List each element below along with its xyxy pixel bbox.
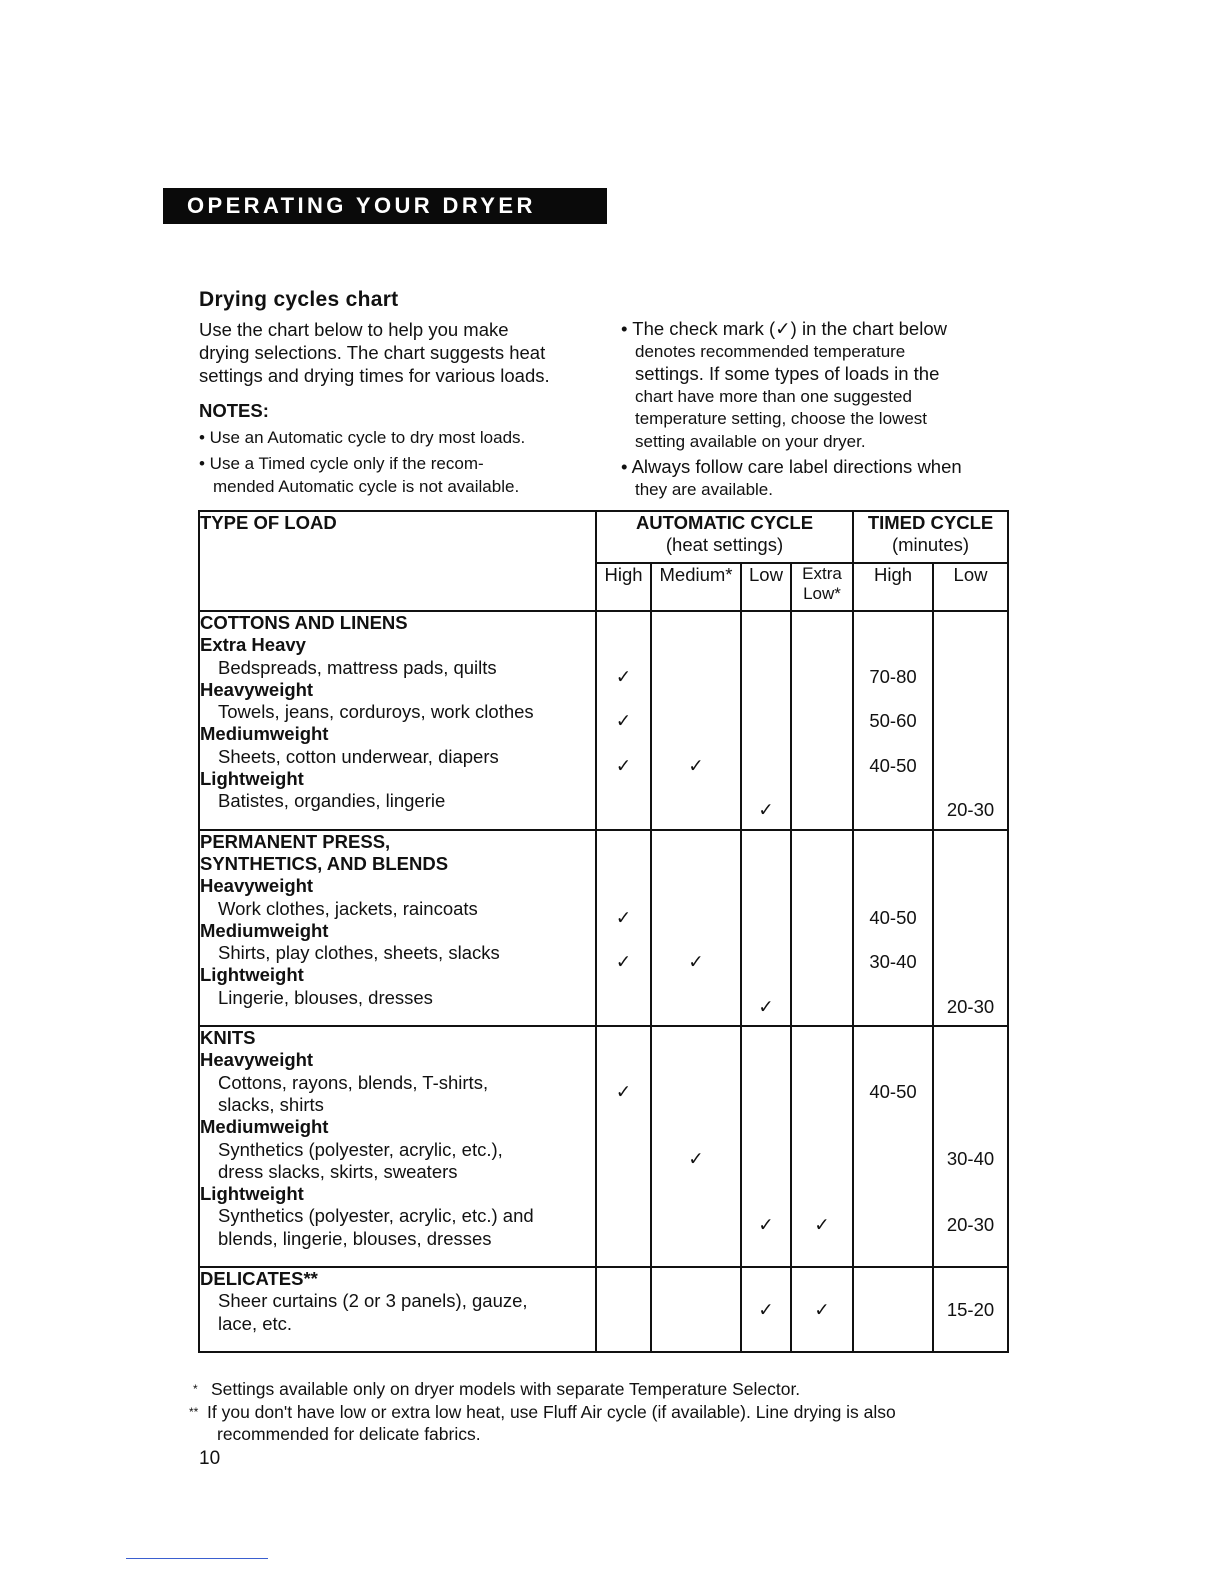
column-group-automatic-cycle (596, 511, 853, 563)
empty-line (792, 862, 852, 884)
empty-line (652, 732, 740, 754)
footnote-text: Settings available only on dryer models with separate Temperature Selector. (211, 1379, 801, 1399)
empty-line (652, 884, 740, 906)
empty-line (934, 777, 1007, 799)
empty-line (742, 755, 790, 777)
load-description: dress slacks, skirts, sweaters (218, 1160, 458, 1182)
timed-high-cell (853, 1026, 933, 1267)
note-text: • The check mark (✓) in the chart below (621, 318, 947, 339)
minutes-value: 30-40 (946, 1147, 995, 1169)
empty-line (854, 929, 932, 951)
divider (126, 1558, 268, 1559)
footnote (189, 1401, 1029, 1445)
section-banner: OPERATING YOUR DRYER (163, 188, 607, 224)
empty-line (597, 1299, 650, 1321)
timed-high-cell (853, 1267, 933, 1352)
timed-low-cell (933, 1026, 1008, 1267)
load-description: blends, lingerie, blouses, dresses (218, 1227, 492, 1249)
empty-line (854, 1237, 932, 1259)
empty-line (742, 1058, 790, 1080)
empty-line (792, 1036, 852, 1058)
empty-line (652, 1237, 740, 1259)
empty-line (934, 710, 1007, 732)
empty-line (652, 1214, 740, 1236)
empty-line (597, 643, 650, 665)
empty-line (854, 1125, 932, 1147)
empty-line (934, 1058, 1007, 1080)
empty-line (742, 929, 790, 951)
page-title: Drying cycles chart (199, 288, 399, 311)
table-row (199, 830, 1008, 1026)
auto-high-cell (596, 830, 651, 1026)
empty-line (652, 1058, 740, 1080)
empty-line (854, 1299, 932, 1321)
column-group-timed-cycle (853, 511, 1008, 563)
empty-line (652, 1170, 740, 1192)
load-weight: Mediumweight (200, 723, 329, 745)
empty-line (652, 840, 740, 862)
empty-line (597, 1036, 650, 1058)
empty-line (597, 884, 650, 906)
timed-low-cell (933, 1267, 1008, 1352)
footnote (193, 1378, 1019, 1400)
empty-line (934, 1237, 1007, 1259)
empty-line (792, 777, 852, 799)
note-text: mended Automatic cycle is not available. (213, 477, 520, 496)
empty-line (854, 973, 932, 995)
empty-line (792, 1148, 852, 1170)
auto-high-cell (596, 1026, 651, 1267)
empty-line (934, 1192, 1007, 1214)
check-mark: ✓ (758, 1299, 774, 1321)
empty-line (934, 951, 1007, 973)
empty-line (652, 973, 740, 995)
empty-line (652, 1322, 740, 1344)
empty-line (934, 884, 1007, 906)
minutes-value: 20-30 (946, 1214, 995, 1236)
empty-line (792, 1277, 852, 1299)
empty-line (652, 621, 740, 643)
load-type-cell (199, 1267, 596, 1352)
empty-line (742, 1322, 790, 1344)
minutes-value: 15-20 (946, 1299, 995, 1321)
empty-line (854, 643, 932, 665)
note-text: setting available on your dryer. (635, 431, 866, 451)
check-mark: ✓ (688, 951, 704, 973)
column-header-timed-high: High (853, 563, 933, 611)
check-mark: ✓ (814, 1299, 830, 1321)
empty-line (792, 1058, 852, 1080)
empty-line (934, 1277, 1007, 1299)
table-row (199, 1026, 1008, 1267)
note-text: they are available. (635, 479, 773, 499)
empty-line (652, 996, 740, 1018)
empty-line (742, 666, 790, 688)
empty-line (652, 1277, 740, 1299)
empty-line (792, 643, 852, 665)
load-category: PERMANENT PRESS, (200, 830, 391, 852)
empty-line (742, 907, 790, 929)
check-mark: ✓ (814, 1214, 830, 1236)
minutes-value: 40-50 (869, 754, 917, 776)
load-description: lace, etc. (218, 1312, 293, 1334)
load-category: SYNTHETICS, AND BLENDS (200, 852, 449, 874)
load-weight: Extra Heavy (200, 634, 306, 656)
table-row (199, 1267, 1008, 1352)
empty-line (652, 688, 740, 710)
empty-line (792, 732, 852, 754)
empty-line (934, 732, 1007, 754)
empty-line (854, 1214, 932, 1236)
load-weight: Mediumweight (200, 919, 329, 941)
empty-line (597, 1148, 650, 1170)
empty-line (934, 1125, 1007, 1147)
empty-line (652, 799, 740, 821)
empty-line (597, 840, 650, 862)
load-description: Sheets, cotton underwear, diapers (218, 745, 499, 767)
load-category: KNITS (200, 1027, 256, 1049)
empty-line (652, 1125, 740, 1147)
check-mark: ✓ (758, 1214, 774, 1236)
load-description: Shirts, play clothes, sheets, slacks (218, 942, 500, 964)
empty-line (934, 1170, 1007, 1192)
auto-medium-cell (651, 1026, 741, 1267)
empty-line (742, 1036, 790, 1058)
empty-line (742, 1103, 790, 1125)
header-line: Low* (803, 584, 841, 603)
empty-line (652, 1299, 740, 1321)
check-mark: ✓ (615, 1080, 632, 1102)
load-description: Synthetics (polyester, acrylic, etc.) and (218, 1205, 534, 1227)
group-title: TIMED CYCLE (867, 512, 994, 533)
empty-line (854, 1277, 932, 1299)
empty-line (742, 951, 790, 973)
auto-low-cell (741, 1026, 791, 1267)
empty-line (792, 1322, 852, 1344)
empty-line (792, 840, 852, 862)
header-line: Extra (802, 564, 842, 583)
empty-line (742, 1192, 790, 1214)
empty-line (792, 1170, 852, 1192)
empty-line (652, 710, 740, 732)
column-header-timed-low: Low (933, 563, 1008, 611)
empty-line (854, 732, 932, 754)
empty-line (742, 840, 790, 862)
empty-line (934, 973, 1007, 995)
empty-line (742, 1081, 790, 1103)
note-text: • Use a Timed cycle only if the recom- (199, 454, 484, 473)
empty-line (792, 951, 852, 973)
load-weight: Heavyweight (200, 875, 314, 897)
empty-line (742, 710, 790, 732)
empty-line (792, 799, 852, 821)
auto-low-cell (741, 1267, 791, 1352)
group-title: AUTOMATIC CYCLE (635, 512, 814, 533)
empty-line (597, 929, 650, 951)
timed-low-cell (933, 611, 1008, 830)
load-type-cell (199, 1026, 596, 1267)
check-mark: ✓ (758, 995, 774, 1017)
empty-line (792, 688, 852, 710)
timed-high-cell (853, 830, 933, 1026)
empty-line (742, 621, 790, 643)
minutes-value: 20-30 (946, 799, 995, 821)
empty-line (854, 1148, 932, 1170)
note-text: • Use an Automatic cycle to dry most loads. (199, 428, 526, 447)
empty-line (742, 1170, 790, 1192)
check-mark: ✓ (615, 906, 632, 928)
empty-line (742, 862, 790, 884)
empty-line (742, 777, 790, 799)
check-mark: ✓ (615, 710, 632, 732)
empty-line (854, 1192, 932, 1214)
empty-line (792, 666, 852, 688)
auto-extra-low-cell (791, 1267, 853, 1352)
check-mark: ✓ (615, 754, 632, 776)
intro-line: Use the chart below to help you make (199, 319, 509, 340)
load-category: COTTONS AND LINENS (200, 612, 408, 633)
timed-low-cell (933, 830, 1008, 1026)
empty-line (934, 755, 1007, 777)
load-description: Towels, jeans, corduroys, work clothes (218, 701, 534, 723)
load-description: Cottons, rayons, blends, T-shirts, (218, 1071, 489, 1093)
check-mark: ✓ (688, 754, 704, 776)
empty-line (934, 1036, 1007, 1058)
empty-line (854, 799, 932, 821)
footnote-mark: * (193, 1382, 198, 1396)
note-item (199, 426, 599, 449)
empty-line (854, 777, 932, 799)
load-description: Lingerie, blouses, dresses (218, 986, 433, 1008)
load-description: slacks, shirts (218, 1093, 324, 1115)
empty-line (854, 840, 932, 862)
empty-line (934, 1322, 1007, 1344)
auto-low-cell (741, 830, 791, 1026)
load-weight: Mediumweight (200, 1116, 329, 1138)
column-header-extra-low (791, 563, 853, 611)
note-text: chart have more than one suggested (635, 386, 912, 406)
note-item (621, 456, 1001, 501)
timed-high-cell (853, 611, 933, 830)
empty-line (934, 862, 1007, 884)
auto-extra-low-cell (791, 1026, 853, 1267)
check-mark: ✓ (615, 951, 632, 973)
empty-line (652, 907, 740, 929)
empty-line (597, 1214, 650, 1236)
empty-line (652, 1081, 740, 1103)
empty-line (652, 666, 740, 688)
left-column (199, 318, 599, 498)
empty-line (597, 1322, 650, 1344)
auto-extra-low-cell (791, 830, 853, 1026)
empty-line (934, 1103, 1007, 1125)
load-description: Batistes, organdies, lingerie (218, 790, 446, 812)
empty-line (742, 1148, 790, 1170)
page-number: 10 (199, 1448, 221, 1469)
auto-high-cell (596, 611, 651, 830)
empty-line (597, 996, 650, 1018)
empty-line (792, 755, 852, 777)
empty-line (652, 643, 740, 665)
note-text: temperature setting, choose the lowest (635, 409, 927, 428)
empty-line (792, 621, 852, 643)
empty-line (742, 1277, 790, 1299)
column-header-medium: Medium* (651, 563, 741, 611)
empty-line (597, 1058, 650, 1080)
intro-line: settings and drying times for various loads. (199, 365, 550, 386)
empty-line (652, 777, 740, 799)
load-weight: Lightweight (200, 964, 304, 986)
empty-line (854, 996, 932, 1018)
table-body (199, 611, 1008, 1352)
group-subtitle: (heat settings) (665, 534, 784, 556)
empty-line (597, 777, 650, 799)
load-weight: Heavyweight (200, 678, 314, 700)
empty-line (792, 1192, 852, 1214)
footnote-mark: ** (189, 1405, 199, 1419)
empty-line (597, 1237, 650, 1259)
check-mark: ✓ (615, 665, 632, 687)
empty-line (934, 688, 1007, 710)
empty-line (597, 1192, 650, 1214)
minutes-value: 40-50 (869, 906, 917, 928)
right-column (621, 318, 1001, 501)
empty-line (854, 862, 932, 884)
note-text: • Always follow care label directions when (621, 456, 962, 477)
empty-line (597, 688, 650, 710)
empty-line (792, 973, 852, 995)
empty-line (597, 1103, 650, 1125)
empty-line (854, 1058, 932, 1080)
load-weight: Lightweight (200, 768, 304, 790)
empty-line (854, 688, 932, 710)
empty-line (742, 1125, 790, 1147)
load-weight: Lightweight (200, 1183, 304, 1205)
empty-line (854, 1322, 932, 1344)
check-mark: ✓ (688, 1147, 704, 1169)
empty-line (597, 799, 650, 821)
empty-line (934, 643, 1007, 665)
minutes-value: 30-40 (869, 951, 917, 973)
empty-line (652, 862, 740, 884)
empty-line (742, 973, 790, 995)
empty-line (934, 929, 1007, 951)
empty-line (652, 1103, 740, 1125)
empty-line (742, 732, 790, 754)
footnote-text: If you don't have low or extra low heat, use Fluff Air cycle (if available). Line drying is also (207, 1402, 896, 1422)
load-weight: Heavyweight (200, 1049, 314, 1071)
empty-line (792, 1081, 852, 1103)
empty-line (597, 1125, 650, 1147)
load-description: Work clothes, jackets, raincoats (218, 897, 478, 919)
empty-line (597, 862, 650, 884)
empty-line (934, 1081, 1007, 1103)
auto-medium-cell (651, 1267, 741, 1352)
empty-line (652, 1036, 740, 1058)
empty-line (854, 1036, 932, 1058)
group-subtitle: (minutes) (891, 534, 970, 556)
minutes-value: 20-30 (946, 995, 995, 1017)
table-row (199, 611, 1008, 830)
empty-line (742, 1237, 790, 1259)
note-item (621, 318, 1001, 453)
empty-line (597, 973, 650, 995)
minutes-value: 70-80 (869, 665, 917, 687)
empty-line (792, 929, 852, 951)
note-text: settings. If some types of loads in the (635, 363, 940, 384)
empty-line (792, 1237, 852, 1259)
auto-extra-low-cell (791, 611, 853, 830)
auto-medium-cell (651, 611, 741, 830)
column-header-type-of-load: TYPE OF LOAD (199, 511, 596, 611)
empty-line (854, 884, 932, 906)
empty-line (652, 1192, 740, 1214)
empty-line (934, 840, 1007, 862)
load-type-cell (199, 830, 596, 1026)
empty-line (792, 884, 852, 906)
empty-line (854, 1103, 932, 1125)
auto-medium-cell (651, 830, 741, 1026)
intro-line: drying selections. The chart suggests heat (199, 342, 546, 363)
empty-line (652, 929, 740, 951)
empty-line (934, 621, 1007, 643)
footnote-text: recommended for delicate fabrics. (217, 1424, 481, 1444)
minutes-value: 50-60 (869, 710, 917, 732)
empty-line (597, 1277, 650, 1299)
load-description: Bedspreads, mattress pads, quilts (218, 656, 497, 678)
empty-line (742, 884, 790, 906)
drying-cycles-table (198, 510, 1009, 1353)
auto-high-cell (596, 1267, 651, 1352)
empty-line (597, 1170, 650, 1192)
notes-heading: NOTES: (199, 400, 269, 421)
empty-line (792, 996, 852, 1018)
empty-line (934, 666, 1007, 688)
check-mark: ✓ (758, 799, 774, 821)
auto-low-cell (741, 611, 791, 830)
empty-line (742, 643, 790, 665)
empty-line (934, 907, 1007, 929)
empty-line (854, 621, 932, 643)
load-type-cell (199, 611, 596, 830)
empty-line (792, 710, 852, 732)
minutes-value: 40-50 (869, 1080, 917, 1102)
load-category: DELICATES** (200, 1268, 318, 1290)
empty-line (742, 688, 790, 710)
empty-line (597, 732, 650, 754)
load-description: Sheer curtains (2 or 3 panels), gauze, (218, 1290, 528, 1312)
note-text: denotes recommended temperature (635, 341, 906, 361)
load-description: Synthetics (polyester, acrylic, etc.), (218, 1138, 503, 1160)
empty-line (792, 907, 852, 929)
column-header-low: Low (741, 563, 791, 611)
empty-line (792, 1103, 852, 1125)
empty-line (792, 1125, 852, 1147)
empty-line (854, 1170, 932, 1192)
empty-line (597, 621, 650, 643)
note-item (199, 452, 599, 498)
column-header-high: High (596, 563, 651, 611)
